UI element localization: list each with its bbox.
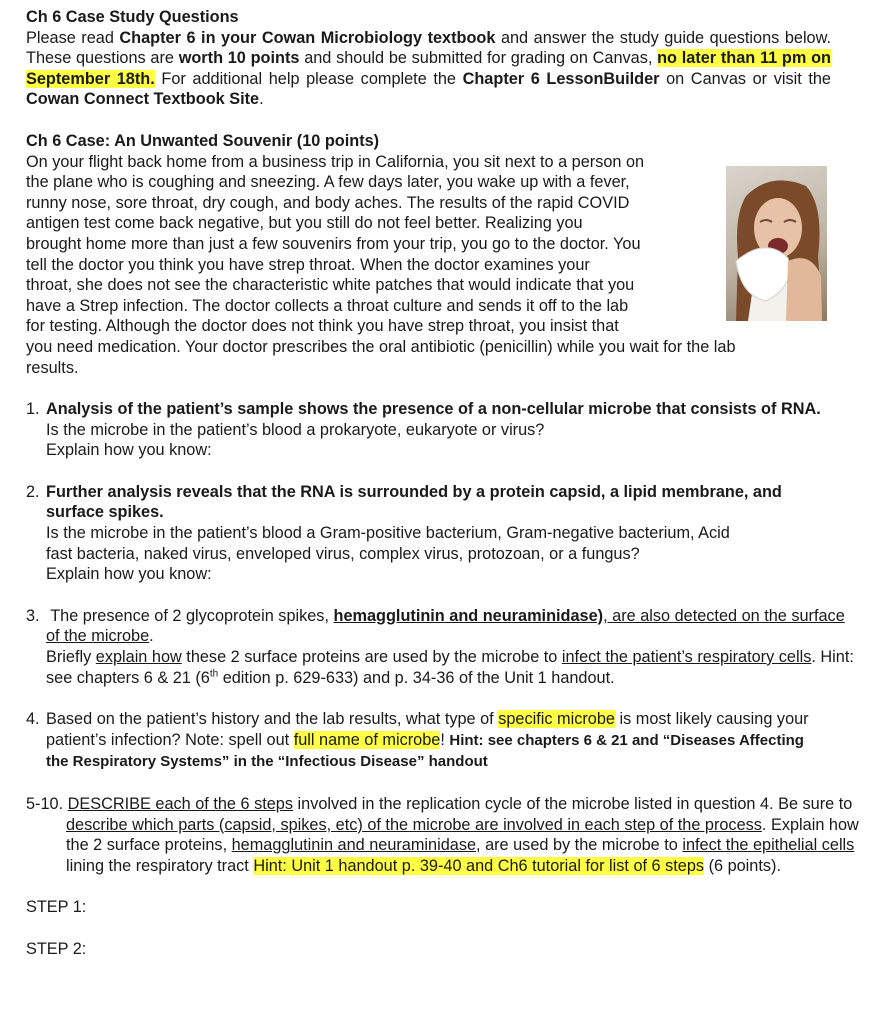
- intro-paragraph: Please read Chapter 6 in your Cowan Microbiology textbook and answer the study guide questions below. These questions are worth 10 points and should be submitted for grading on Canvas, no later than 11 pm on September 18th. For additional help please complete the Chapter 6 LessonBuilder on Canvas or visit the Cowan Connect Textbook Site.: [26, 28, 831, 109]
- case-line: have a Strep infection. The doctor collects a throat culture and sends it off to the lab: [26, 296, 629, 315]
- case-line: tell the doctor you think you have strep throat. When the doctor examines your: [26, 255, 590, 274]
- case-line: brought home more than just a few souvenirs from your trip, you go to the doctor. You: [26, 234, 641, 253]
- case-line: the plane who is coughing and sneezing. A few days later, you wake up with a fever,: [26, 173, 630, 192]
- document-page: [26, 7, 859, 960]
- question-3: 3. The presence of 2 glycoprotein spikes, hemagglutinin and neuraminidase), are also detected on the surface of the microbe. Briefly explain how these 2 surface proteins are used by the microbe to infect the patient’s respiratory cells. Hint: see chapters 6 & 21 (6th edition p. 629-633) and p. 34-36 of the Unit 1 handout.: [26, 606, 854, 687]
- case-line: throat, she does not see the characteristic white patches that would indicate that you: [26, 276, 635, 295]
- question-1: 1. Analysis of the patient’s sample shows the presence of a non-cellular microbe that consists of RNA. Is the microbe in the patient’s blood a prokaryote, eukaryote or virus? Explain how you know:: [26, 400, 821, 460]
- step-2-label: STEP 2:: [26, 939, 87, 958]
- case-line: for testing. Although the doctor does not think you have strep throat, you insist that: [26, 317, 619, 336]
- specific-microbe-highlight: specific microbe: [498, 710, 615, 729]
- case-line: results.: [26, 358, 79, 377]
- case-line: On your flight back home from a business trip in California, you sit next to a person on: [26, 152, 645, 171]
- step-1-label: STEP 1:: [26, 898, 87, 917]
- question-4: 4. Based on the patient’s history and the lab results, what type of specific microbe is most likely causing your patient’s infection? Note: spell out full name of microbe! Hint: see chapters 6 & 21 and “Diseases Affecting the Respiratory Systems” in the “Infectious Disease” handout: [26, 710, 809, 771]
- question-2: 2. Further analysis reveals that the RNA is surrounded by a protein capsid, a lipid membrane, and surface spikes. Is the microbe in the patient’s blood a Gram-positive bacterium, Gram-negative bacterium, Acid fast bacteria, naked virus, enveloped virus, complex virus, protozoan, or a fungus? Explain how you know:: [26, 482, 782, 584]
- case-line: you need medication. Your doctor prescribes the oral antibiotic (penicillin) while you wait for the lab: [26, 337, 736, 356]
- case-line: antigen test come back negative, but you still do not feel better. Realizing you: [26, 214, 583, 233]
- deadline-highlight: no later than 11 pm on September 18th.: [26, 49, 831, 88]
- case-text: [26, 152, 831, 379]
- full-name-highlight: full name of microbe: [293, 730, 441, 749]
- case-title: Ch 6 Case: An Unwanted Souvenir (10 points): [26, 131, 380, 150]
- case-line: runny nose, sore throat, dry cough, and body aches. The results of the rapid COVID: [26, 193, 630, 212]
- question-5-10: 5-10. DESCRIBE each of the 6 steps involved in the replication cycle of the microbe listed in question 4. Be sure to describe which parts (capsid, spikes, etc) of the microbe are involved in each step of the process. Explain how the 2 surface proteins, hemagglutinin and neuraminidase, are used by the microbe to infect the epithelial cells lining the respiratory tract Hint: Unit 1 handout p. 39-40 and Ch6 tutorial for list of 6 steps (6 points).: [26, 795, 859, 875]
- hint-highlight: Hint: Unit 1 handout p. 39-40 and Ch6 tutorial for list of 6 steps: [253, 856, 705, 875]
- page-title: Ch 6 Case Study Questions: [26, 8, 239, 26]
